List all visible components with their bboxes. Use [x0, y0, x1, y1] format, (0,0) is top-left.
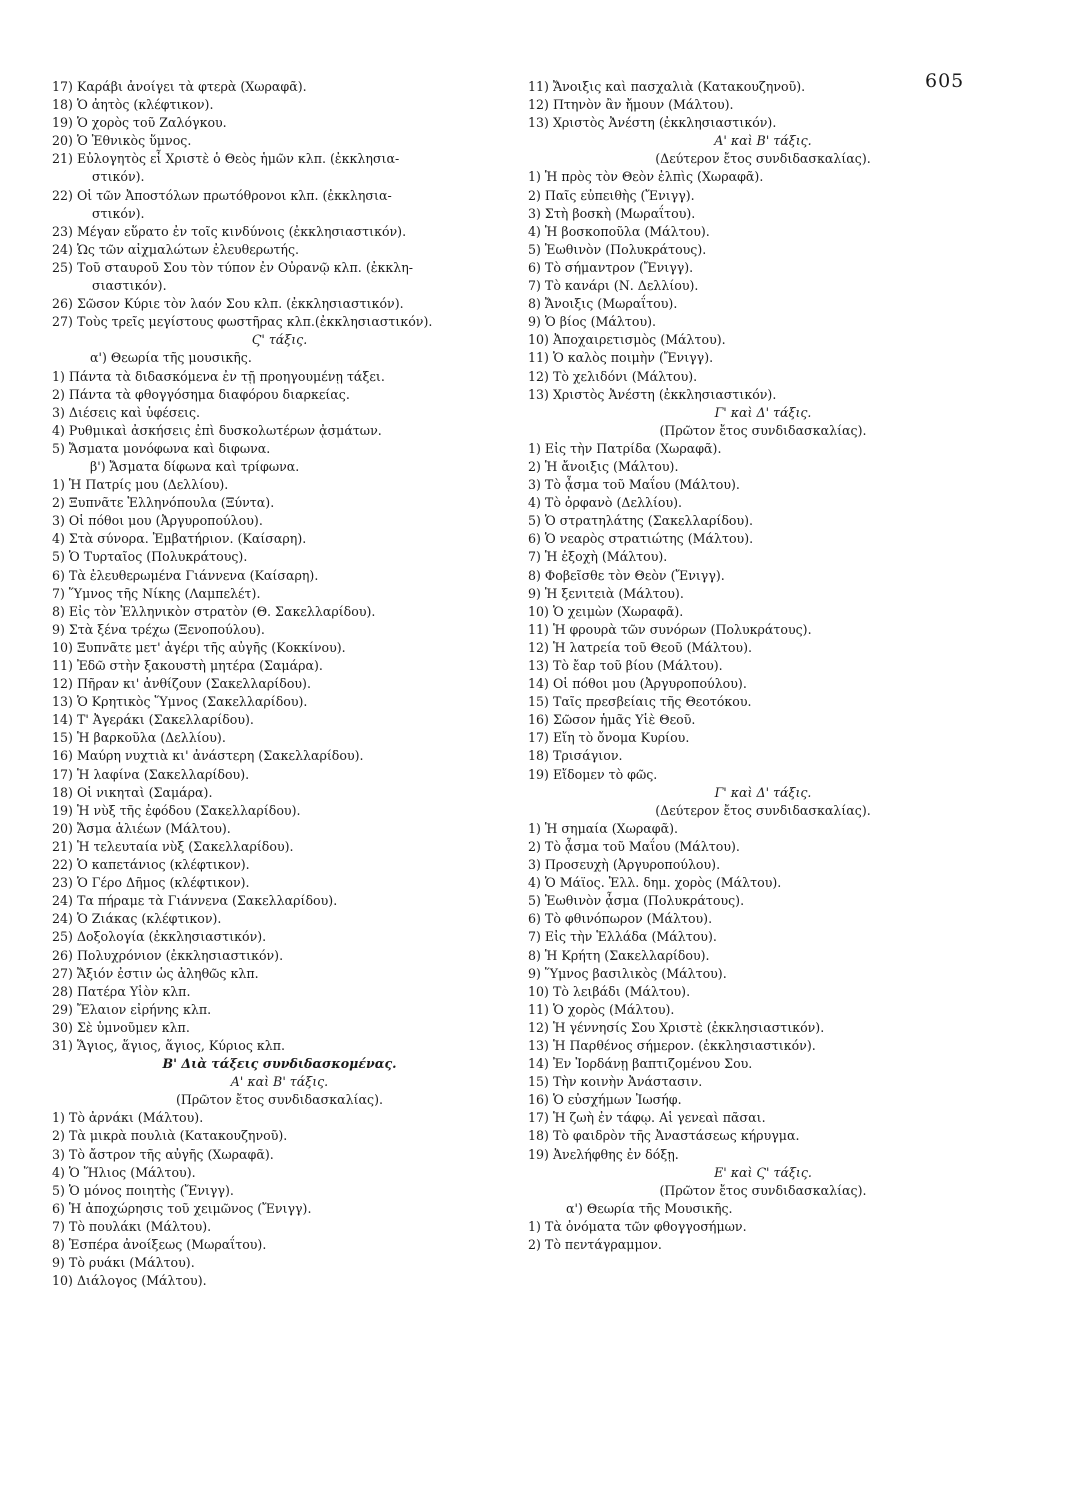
- list-item: 4) Ρυθμικαὶ ἀσκήσεις ἐπὶ δυσκολωτέρων ᾀσμάτων.: [52, 422, 382, 438]
- list-item: 20) Ὁ Ἐθνικὸς ὕμνος.: [52, 133, 192, 149]
- section-heading: Α' καὶ Β' τάξις.: [714, 133, 812, 149]
- list-item: 22) Οἱ τῶν Ἀποστόλων πρωτόθρονοι κλπ. (ἐκκλησια-: [52, 187, 392, 203]
- list-item: 9) Ὁ βίος (Μάλτου).: [528, 314, 657, 330]
- list-item: 28) Πατέρα Υἱὸν κλπ.: [52, 983, 191, 999]
- subsection-heading: α') Θεωρία τῆς Μουσικῆς.: [566, 1200, 733, 1216]
- list-item: 17) Ἡ λαφίνα (Σακελλαρίδου).: [52, 766, 250, 782]
- list-item: 24) Τα πήραμε τὰ Γιάννενα (Σακελλαρίδου).: [52, 893, 338, 909]
- list-item: 6) Ὁ νεαρὸς στρατιώτης (Μάλτου).: [528, 531, 754, 547]
- list-item: 18) Τὸ φαιδρὸν τῆς Ἀναστάσεως κήρυγμα.: [528, 1128, 800, 1144]
- section-subtitle: (Δεύτερον ἔτος συνδιδασκαλίας).: [655, 802, 871, 818]
- list-item: 12) Πῆραν κι' ἀνθίζουν (Σακελλαρίδου).: [52, 676, 311, 692]
- list-item: 14) Ἐν Ἰορδάνῃ βαπτιζομένου Σου.: [528, 1056, 753, 1072]
- list-item: 1) Ἡ πρὸς τὸν Θεὸν ἐλπὶς (Χωραφᾶ).: [528, 169, 764, 185]
- list-item: 4) Στὰ σύνορα. Ἐμβατήριον. (Καίσαρη).: [52, 531, 307, 547]
- list-item: 29) Ἔλαιον εἰρήνης κλπ.: [52, 1001, 212, 1017]
- list-item: 12) Ἡ λατρεία τοῦ Θεοῦ (Μάλτου).: [528, 639, 752, 655]
- list-item: 10) Τὸ λειβάδι (Μάλτου).: [528, 983, 691, 999]
- left-column: [52, 78, 507, 1290]
- list-item: 7) Εἰς τὴν Ἑλλάδα (Μάλτου).: [528, 929, 717, 945]
- right-column: [528, 78, 998, 1254]
- list-item: 10) Ἀποχαιρετισμὸς (Μάλτου).: [528, 332, 726, 348]
- list-item: 19) Εἴδομεν τὸ φῶς.: [528, 766, 658, 782]
- page-number: 605: [925, 70, 965, 92]
- list-item: 6) Τὰ ἐλευθερωμένα Γιάννενα (Καίσαρη).: [52, 567, 319, 583]
- subsection-heading: β') Ἄσματα δίφωνα καὶ τρίφωνα.: [90, 458, 300, 474]
- list-item: 26) Πολυχρόνιον (ἐκκλησιαστικόν).: [52, 947, 284, 963]
- section-subtitle: (Δεύτερον ἔτος συνδιδασκαλίας).: [655, 151, 871, 167]
- list-item: 2) Παῖς εὐπειθὴς (Ἔνιγγ).: [528, 187, 695, 203]
- list-item: 3) Τὸ ἄστρον τῆς αὐγῆς (Χωραφᾶ).: [52, 1146, 274, 1162]
- list-item-continuation: στικόν).: [92, 169, 145, 185]
- list-item: 9) Ἡ ξενιτειὰ (Μάλτου).: [528, 585, 684, 601]
- list-item: 1) Πάντα τὰ διδασκόμενα ἐν τῇ προηγουμένῃ τάξει.: [52, 368, 385, 384]
- section-heading: Γ' καὶ Δ' τάξις.: [714, 404, 812, 420]
- list-item: 2) Ἡ ἄνοιξις (Μάλτου).: [528, 458, 679, 474]
- list-item: 18) Τρισάγιον.: [528, 748, 623, 764]
- list-item: 3) Προσευχὴ (Ἀργυροπούλου).: [528, 857, 721, 873]
- list-item: 4) Τὸ ὀρφανὸ (Δελλίου).: [528, 495, 683, 511]
- list-item: 21) Εὐλογητὸς εἶ Χριστὲ ὁ Θεὸς ἡμῶν κλπ. (ἐκκλησια-: [52, 151, 400, 167]
- list-item: 25) Δοξολογία (ἐκκλησιαστικόν).: [52, 929, 267, 945]
- list-item: 23) Μέγαν εὕρατο ἐν τοῖς κινδύνοις (ἐκκλησιαστικόν).: [52, 223, 407, 239]
- list-item: 17) Καράβι ἀνοίγει τὰ φτερὰ (Χωραφᾶ).: [52, 79, 307, 94]
- list-item: 6) Ἡ ἀποχώρησις τοῦ χειμῶνος (Ἔνιγγ).: [52, 1200, 312, 1216]
- list-item: 1) Εἰς τὴν Πατρίδα (Χωραφᾶ).: [528, 440, 722, 456]
- list-item: 22) Ὁ καπετάνιος (κλέφτικον).: [52, 857, 250, 873]
- list-item-continuation: σιαστικόν).: [92, 278, 167, 294]
- list-item: 13) Χριστὸς Ἀνέστη (ἐκκλησιαστικόν).: [528, 115, 777, 131]
- list-item: 11) Ἐδῶ στὴν ξακουστὴ μητέρα (Σαμάρα).: [52, 658, 323, 673]
- list-item: 8) Ἑσπέρα ἀνοίξεως (Μωραΐτου).: [52, 1237, 267, 1252]
- list-item: 3) Διέσεις καὶ ὑφέσεις.: [52, 404, 201, 420]
- list-item: 16) Μαύρη νυχτιὰ κι' ἀνάστερη (Σακελλαρίδου).: [52, 748, 364, 764]
- list-item: 7) Ὕμνος τῆς Νίκης (Λαμπελέτ).: [52, 585, 261, 601]
- section-title: Β' Διὰ τάξεις συνδιδασκομένας.: [162, 1056, 397, 1072]
- list-item: 5) Ἑωθινὸν ᾆσμα (Πολυκράτους).: [528, 893, 745, 909]
- list-item: 9) Στὰ ξένα τρέχω (Ξενοπούλου).: [52, 621, 265, 637]
- list-item: 26) Σῶσον Κύριε τὸν λαόν Σου κλπ. (ἐκκλησιαστικόν).: [52, 296, 404, 312]
- list-item: 2) Τὰ μικρὰ πουλιὰ (Κατακουζηνοῦ).: [52, 1128, 288, 1144]
- section-heading: Ε' καὶ Ϛ' τάξις.: [714, 1164, 812, 1180]
- list-item: 12) Ἡ γέννησίς Σου Χριστὲ (ἐκκλησιαστικόν).: [528, 1019, 825, 1035]
- list-item: 11) Ἄνοιξις καὶ πασχαλιὰ (Κατακουζηνοῦ).: [528, 79, 806, 94]
- list-item: 24) Ὡς τῶν αἰχμαλώτων ἐλευθερωτής.: [52, 241, 300, 257]
- list-item: 7) Τὸ κανάρι (Ν. Δελλίου).: [528, 278, 699, 294]
- list-item: 7) Τὸ πουλάκι (Μάλτου).: [52, 1218, 212, 1234]
- list-item: 10) Ξυπνᾶτε μετ' ἀγέρι τῆς αὐγῆς (Κοκκίνου).: [52, 639, 346, 655]
- list-item: 5) Ὁ Τυρταῖος (Πολυκράτους).: [52, 549, 248, 565]
- list-item: 1) Τὸ ἀρνάκι (Μάλτου).: [52, 1110, 204, 1126]
- list-item: 1) Ἡ σημαία (Χωραφᾶ).: [528, 820, 678, 836]
- list-item: 8) Φοβεῖσθε τὸν Θεὸν (Ἔνιγγ).: [528, 567, 725, 583]
- list-item: 25) Τοῦ σταυροῦ Σου τὸν τύπον ἐν Οὐρανῷ κλπ. (ἐκκλη-: [52, 259, 414, 275]
- list-item: 5) Ἄσματα μονόφωνα καὶ διφωνα.: [52, 440, 271, 456]
- section-subtitle: (Πρῶτον ἔτος συνδιδασκαλίας).: [175, 1092, 384, 1108]
- list-item: 24) Ὁ Ζιάκας (κλέφτικον).: [52, 911, 222, 927]
- list-item: 7) Ἡ ἐξοχὴ (Μάλτου).: [528, 549, 668, 565]
- section-subtitle: (Πρῶτον ἔτος συνδιδασκαλίας).: [659, 1182, 867, 1198]
- list-item: 19) Ὁ χορὸς τοῦ Ζαλόγκου.: [52, 115, 227, 131]
- list-item: 1) Τὰ ὀνόματα τῶν φθογγοσήμων.: [528, 1218, 747, 1234]
- list-item: 15) Τὴν κοινὴν Ἀνάστασιν.: [528, 1074, 703, 1090]
- list-item: 27) Τοὺς τρεῖς μεγίστους φωστῆρας κλπ.(ἐκκλησιαστικόν).: [52, 314, 433, 330]
- list-item: 13) Ὁ Κρητικὸς Ὕμνος (Σακελλαρίδου).: [52, 694, 308, 710]
- list-item: 11) Ὁ καλὸς ποιμὴν (Ἔνιγγ).: [528, 350, 714, 366]
- list-item: 4) Ὁ Μάϊος. Ἑλλ. δημ. χορὸς (Μάλτου).: [528, 875, 782, 891]
- list-item: 2) Ξυπνᾶτε Ἑλληνόπουλα (Ξύντα).: [52, 495, 275, 511]
- list-item: 14) Οἱ πόθοι μου (Ἀργυροπούλου).: [528, 676, 747, 692]
- list-item: 18) Ὁ ἀητὸς (κλέφτικον).: [52, 97, 214, 113]
- list-item: 3) Οἱ πόθοι μου (Ἀργυροπούλου).: [52, 513, 263, 529]
- list-item: 8) Ἡ Κρήτη (Σακελλαρίδου).: [528, 947, 710, 963]
- list-item: 16) Ὁ εὐσχήμων Ἰωσήφ.: [528, 1092, 682, 1108]
- list-item: 30) Σὲ ὑμνοῦμεν κλπ.: [52, 1019, 190, 1035]
- list-item: 19) Ἀνελήφθης ἐν δόξῃ.: [528, 1146, 679, 1162]
- list-item: 14) Τ' Ἀγεράκι (Σακελλαρίδου).: [52, 712, 254, 728]
- list-item: 13) Ἡ Παρθένος σήμερον. (ἐκκλησιαστικόν).: [528, 1037, 816, 1053]
- section-heading: Ϛ' τάξις.: [251, 332, 308, 348]
- list-item: 13) Χριστὸς Ἀνέστη (ἐκκλησιαστικόν).: [528, 386, 777, 402]
- list-item-continuation: στικόν).: [92, 205, 145, 221]
- list-item: 19) Ἡ νὺξ τῆς ἐφόδου (Σακελλαρίδου).: [52, 802, 301, 818]
- list-item: 2) Πάντα τὰ φθογγόσημα διαφόρου διαρκείας.: [52, 386, 350, 402]
- list-item: 12) Τὸ χελιδόνι (Μάλτου).: [528, 368, 698, 384]
- list-item: 4) Ἡ βοσκοποῦλα (Μάλτου).: [528, 223, 710, 239]
- list-item: 12) Πτηνὸν ἂν ἤμουν (Μάλτου).: [528, 97, 734, 113]
- list-item: 16) Σῶσον ἡμᾶς Υἱὲ Θεοῦ.: [528, 712, 696, 728]
- list-item: 8) Εἰς τὸν Ἑλληνικὸν στρατὸν (Θ. Σακελλαρίδου).: [52, 603, 376, 619]
- list-item: 3) Στὴ βοσκὴ (Μωραΐτου).: [528, 205, 696, 221]
- list-item: 31) Ἅγιος, ἅγιος, ἅγιος, Κύριος κλπ.: [52, 1037, 286, 1053]
- list-item: 17) Εἴη τὸ ὄνομα Κυρίου.: [528, 730, 690, 746]
- list-item: 2) Τὸ πεντάγραμμον.: [528, 1237, 662, 1252]
- list-item: 9) Ὕμνος βασιλικὸς (Μάλτου).: [528, 965, 727, 981]
- list-item: 9) Τὸ ρυάκι (Μάλτου).: [52, 1255, 195, 1271]
- list-item: 13) Τὸ ἔαρ τοῦ βίου (Μάλτου).: [528, 658, 723, 673]
- list-item: 5) Ἑωθινὸν (Πολυκράτους).: [528, 241, 707, 257]
- list-item: 10) Ὁ χειμὼν (Χωραφᾶ).: [528, 603, 684, 619]
- list-item: 6) Τὸ σήμαντρον (Ἔνιγγ).: [528, 259, 694, 275]
- section-subtitle: (Πρῶτον ἔτος συνδιδασκαλίας).: [659, 422, 867, 438]
- list-item: 15) Ταῖς πρεσβείαις τῆς Θεοτόκου.: [528, 694, 752, 710]
- list-item: 21) Ἡ τελευταία νὺξ (Σακελλαρίδου).: [52, 838, 294, 854]
- list-item: 2) Τὸ ᾆσμα τοῦ Μαΐου (Μάλτου).: [528, 838, 740, 854]
- list-item: 8) Ἄνοιξις (Μωραΐτου).: [528, 296, 678, 312]
- list-item: 23) Ὁ Γέρο Δῆμος (κλέφτικον).: [52, 875, 250, 891]
- section-heading: Α' καὶ Β' τάξις.: [230, 1074, 329, 1090]
- list-item: 4) Ὁ Ἥλιος (Μάλτου).: [52, 1164, 196, 1180]
- list-item: 27) Ἄξιόν ἐστιν ὡς ἀληθῶς κλπ.: [52, 965, 259, 981]
- list-item: 15) Ἡ βαρκοῦλα (Δελλίου).: [52, 730, 226, 746]
- subsection-heading: α') Θεωρία τῆς μουσικῆς.: [90, 350, 252, 366]
- list-item: 11) Ἡ φρουρὰ τῶν συνόρων (Πολυκράτους).: [528, 621, 812, 637]
- list-item: 6) Τὸ φθινόπωρον (Μάλτου).: [528, 911, 713, 927]
- list-item: 3) Τὸ ᾆσμα τοῦ Μαΐου (Μάλτου).: [528, 477, 740, 493]
- list-item: 10) Διάλογος (Μάλτου).: [52, 1273, 207, 1289]
- list-item: 17) Ἡ ζωὴ ἐν τάφῳ. Αἱ γενεαὶ πᾶσαι.: [528, 1110, 766, 1126]
- list-item: 5) Ὁ μόνος ποιητὴς (Ἔνιγγ).: [52, 1182, 234, 1198]
- list-item: 1) Ἡ Πατρίς μου (Δελλίου).: [52, 477, 229, 493]
- list-item: 18) Οἱ νικηταὶ (Σαμάρα).: [52, 784, 213, 800]
- list-item: 5) Ὁ στρατηλάτης (Σακελλαρίδου).: [528, 513, 754, 529]
- section-heading: Γ' καὶ Δ' τάξις.: [714, 784, 812, 800]
- list-item: 20) Ἄσμα ἁλιέων (Μάλτου).: [52, 820, 231, 836]
- list-item: 11) Ὁ χορὸς (Μάλτου).: [528, 1001, 675, 1017]
